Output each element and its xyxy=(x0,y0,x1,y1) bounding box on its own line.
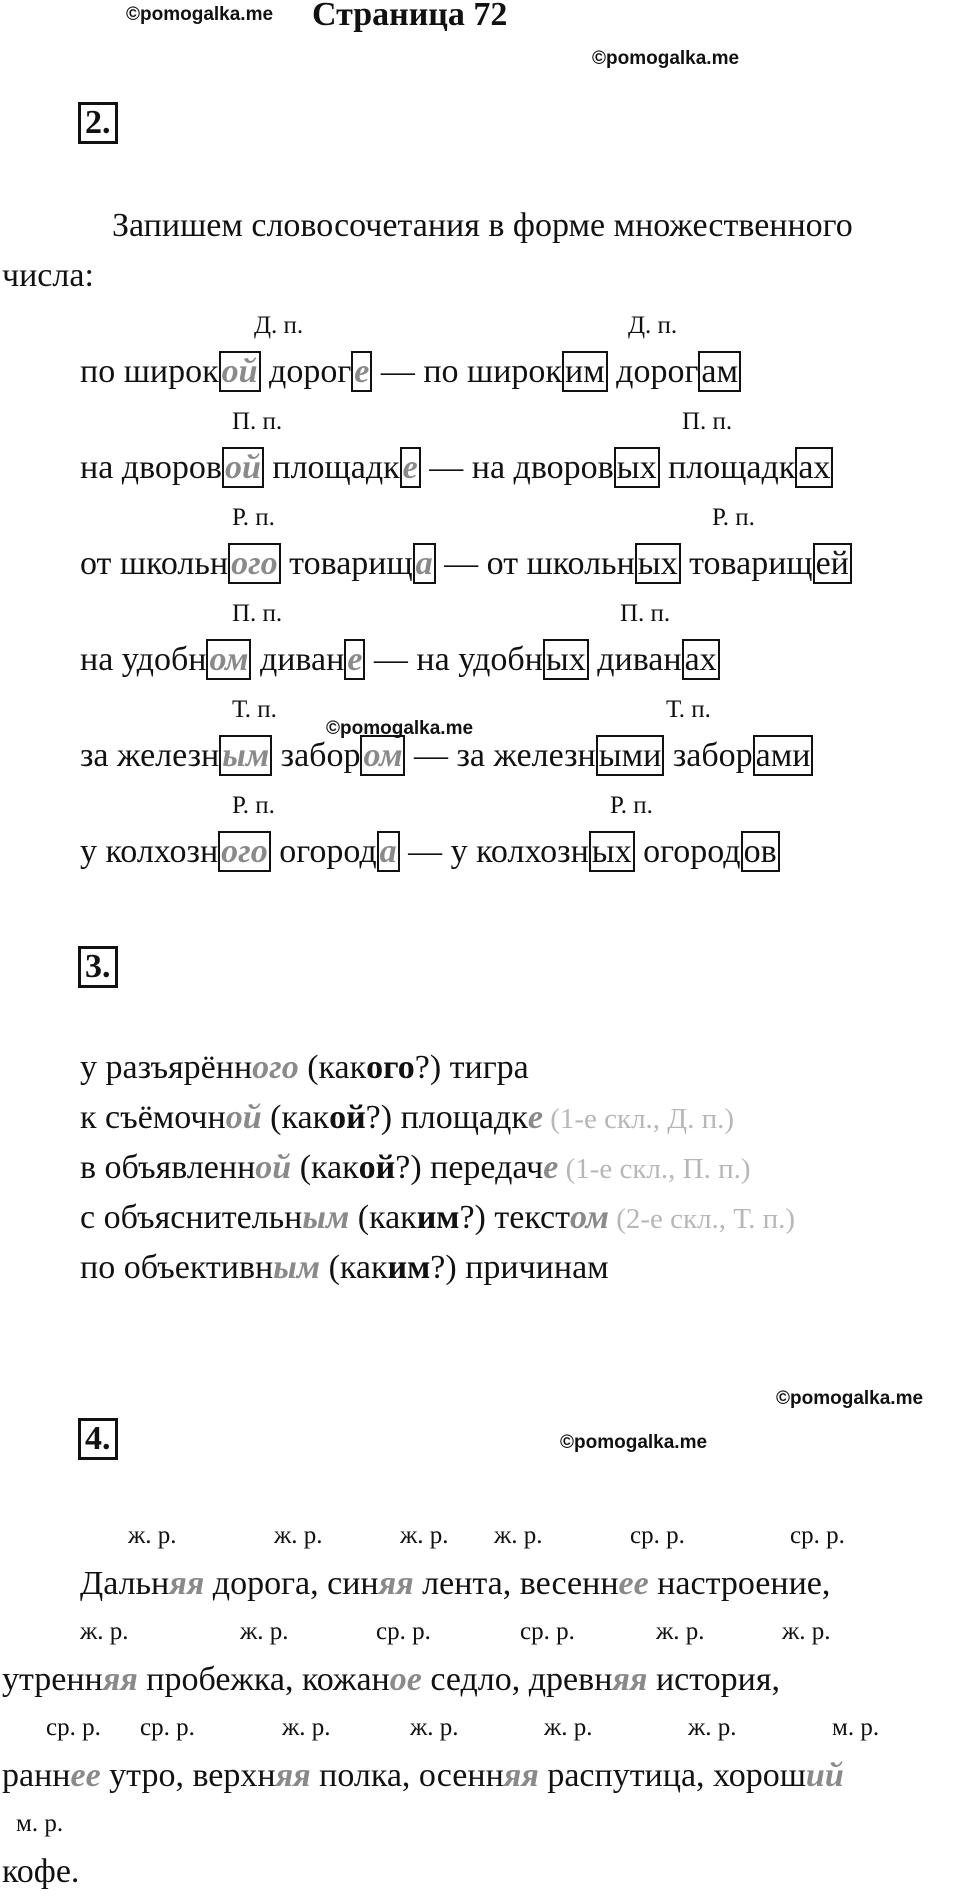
answer-line: с объяснительным (каким?) текстом (2-е скл., Т. п.) xyxy=(80,1199,796,1236)
sentence-line: утренняя пробежка, кожаное седло, древняя история, xyxy=(2,1661,780,1698)
sentence-line: раннее утро, верхняя полка, осенняя распутица, хороший xyxy=(2,1757,844,1794)
gender-label: ж. р. xyxy=(410,1714,459,1741)
gender-label: ср. р. xyxy=(790,1522,845,1549)
watermark: ©pomogalka.me xyxy=(326,718,474,739)
phrase-row: на удобном диване — на удобных диванах xyxy=(80,640,720,680)
gender-label: ср. р. xyxy=(630,1522,685,1549)
answer-line: по объективным (каким?) причинам xyxy=(80,1249,609,1286)
gender-label: ср. р. xyxy=(520,1618,575,1645)
gender-label: ж. р. xyxy=(400,1522,449,1549)
phrase-row: по широкой дороге — по широким дорогам xyxy=(80,352,741,392)
case-label: Р. п. xyxy=(712,504,755,531)
case-label: Д. п. xyxy=(628,312,678,339)
answer-line: к съёмочной (какой?) площадке (1-е скл., Д. п.) xyxy=(80,1099,735,1136)
exercise-number: 2. xyxy=(78,102,118,144)
gender-label: ср. р. xyxy=(140,1714,195,1741)
case-label: Р. п. xyxy=(232,504,275,531)
gender-label: ж. р. xyxy=(688,1714,737,1741)
gender-label: ж. р. xyxy=(240,1618,289,1645)
answer-line: у разъярённого (какого?) тигра xyxy=(80,1049,529,1086)
watermark: ©pomogalka.me xyxy=(126,4,274,25)
sentence-line: кофе. xyxy=(2,1853,80,1890)
gender-label: м. р. xyxy=(832,1714,880,1741)
case-label: Р. п. xyxy=(232,792,275,819)
exercise-number: 4. xyxy=(78,1418,118,1460)
answer-line: в объявленной (какой?) передаче (1-е скл., П. п.) xyxy=(80,1149,751,1186)
gender-label: ж. р. xyxy=(494,1522,543,1549)
sentence-line: Дальняя дорога, синяя лента, весеннее настроение, xyxy=(80,1565,831,1602)
case-label: П. п. xyxy=(232,600,283,627)
phrase-row: у колхозного огорода — у колхозных огородов xyxy=(80,832,780,872)
case-label: П. п. xyxy=(682,408,733,435)
case-label: Д. п. xyxy=(254,312,304,339)
case-label: Т. п. xyxy=(666,696,711,723)
gender-label: ср. р. xyxy=(46,1714,101,1741)
case-label: П. п. xyxy=(232,408,283,435)
gender-label: ср. р. xyxy=(376,1618,431,1645)
case-label: Т. п. xyxy=(232,696,277,723)
watermark: ©pomogalka.me xyxy=(560,1432,708,1453)
gender-label: ж. р. xyxy=(128,1522,177,1549)
gender-label: м. р. xyxy=(16,1810,64,1837)
case-label: П. п. xyxy=(620,600,671,627)
gender-label: ж. р. xyxy=(656,1618,705,1645)
gender-label: ж. р. xyxy=(274,1522,323,1549)
watermark: ©pomogalka.me xyxy=(592,48,740,69)
phrase-row: от школьного товарища — от школьных товарищей xyxy=(80,544,852,584)
gender-label: ж. р. xyxy=(544,1714,593,1741)
page-title: Страница 72 xyxy=(312,0,508,33)
watermark: ©pomogalka.me xyxy=(776,1388,924,1409)
intro-line: числа: xyxy=(2,257,94,294)
phrase-row: на дворовой площадке — на дворовых площадках xyxy=(80,448,833,488)
case-label: Р. п. xyxy=(610,792,653,819)
exercise-number: 3. xyxy=(78,946,118,988)
gender-label: ж. р. xyxy=(80,1618,129,1645)
gender-label: ж. р. xyxy=(282,1714,331,1741)
intro-line: Запишем словосочетания в форме множественного xyxy=(112,207,853,244)
phrase-row: за железным забором — за железными заборами xyxy=(80,736,813,776)
gender-label: ж. р. xyxy=(782,1618,831,1645)
